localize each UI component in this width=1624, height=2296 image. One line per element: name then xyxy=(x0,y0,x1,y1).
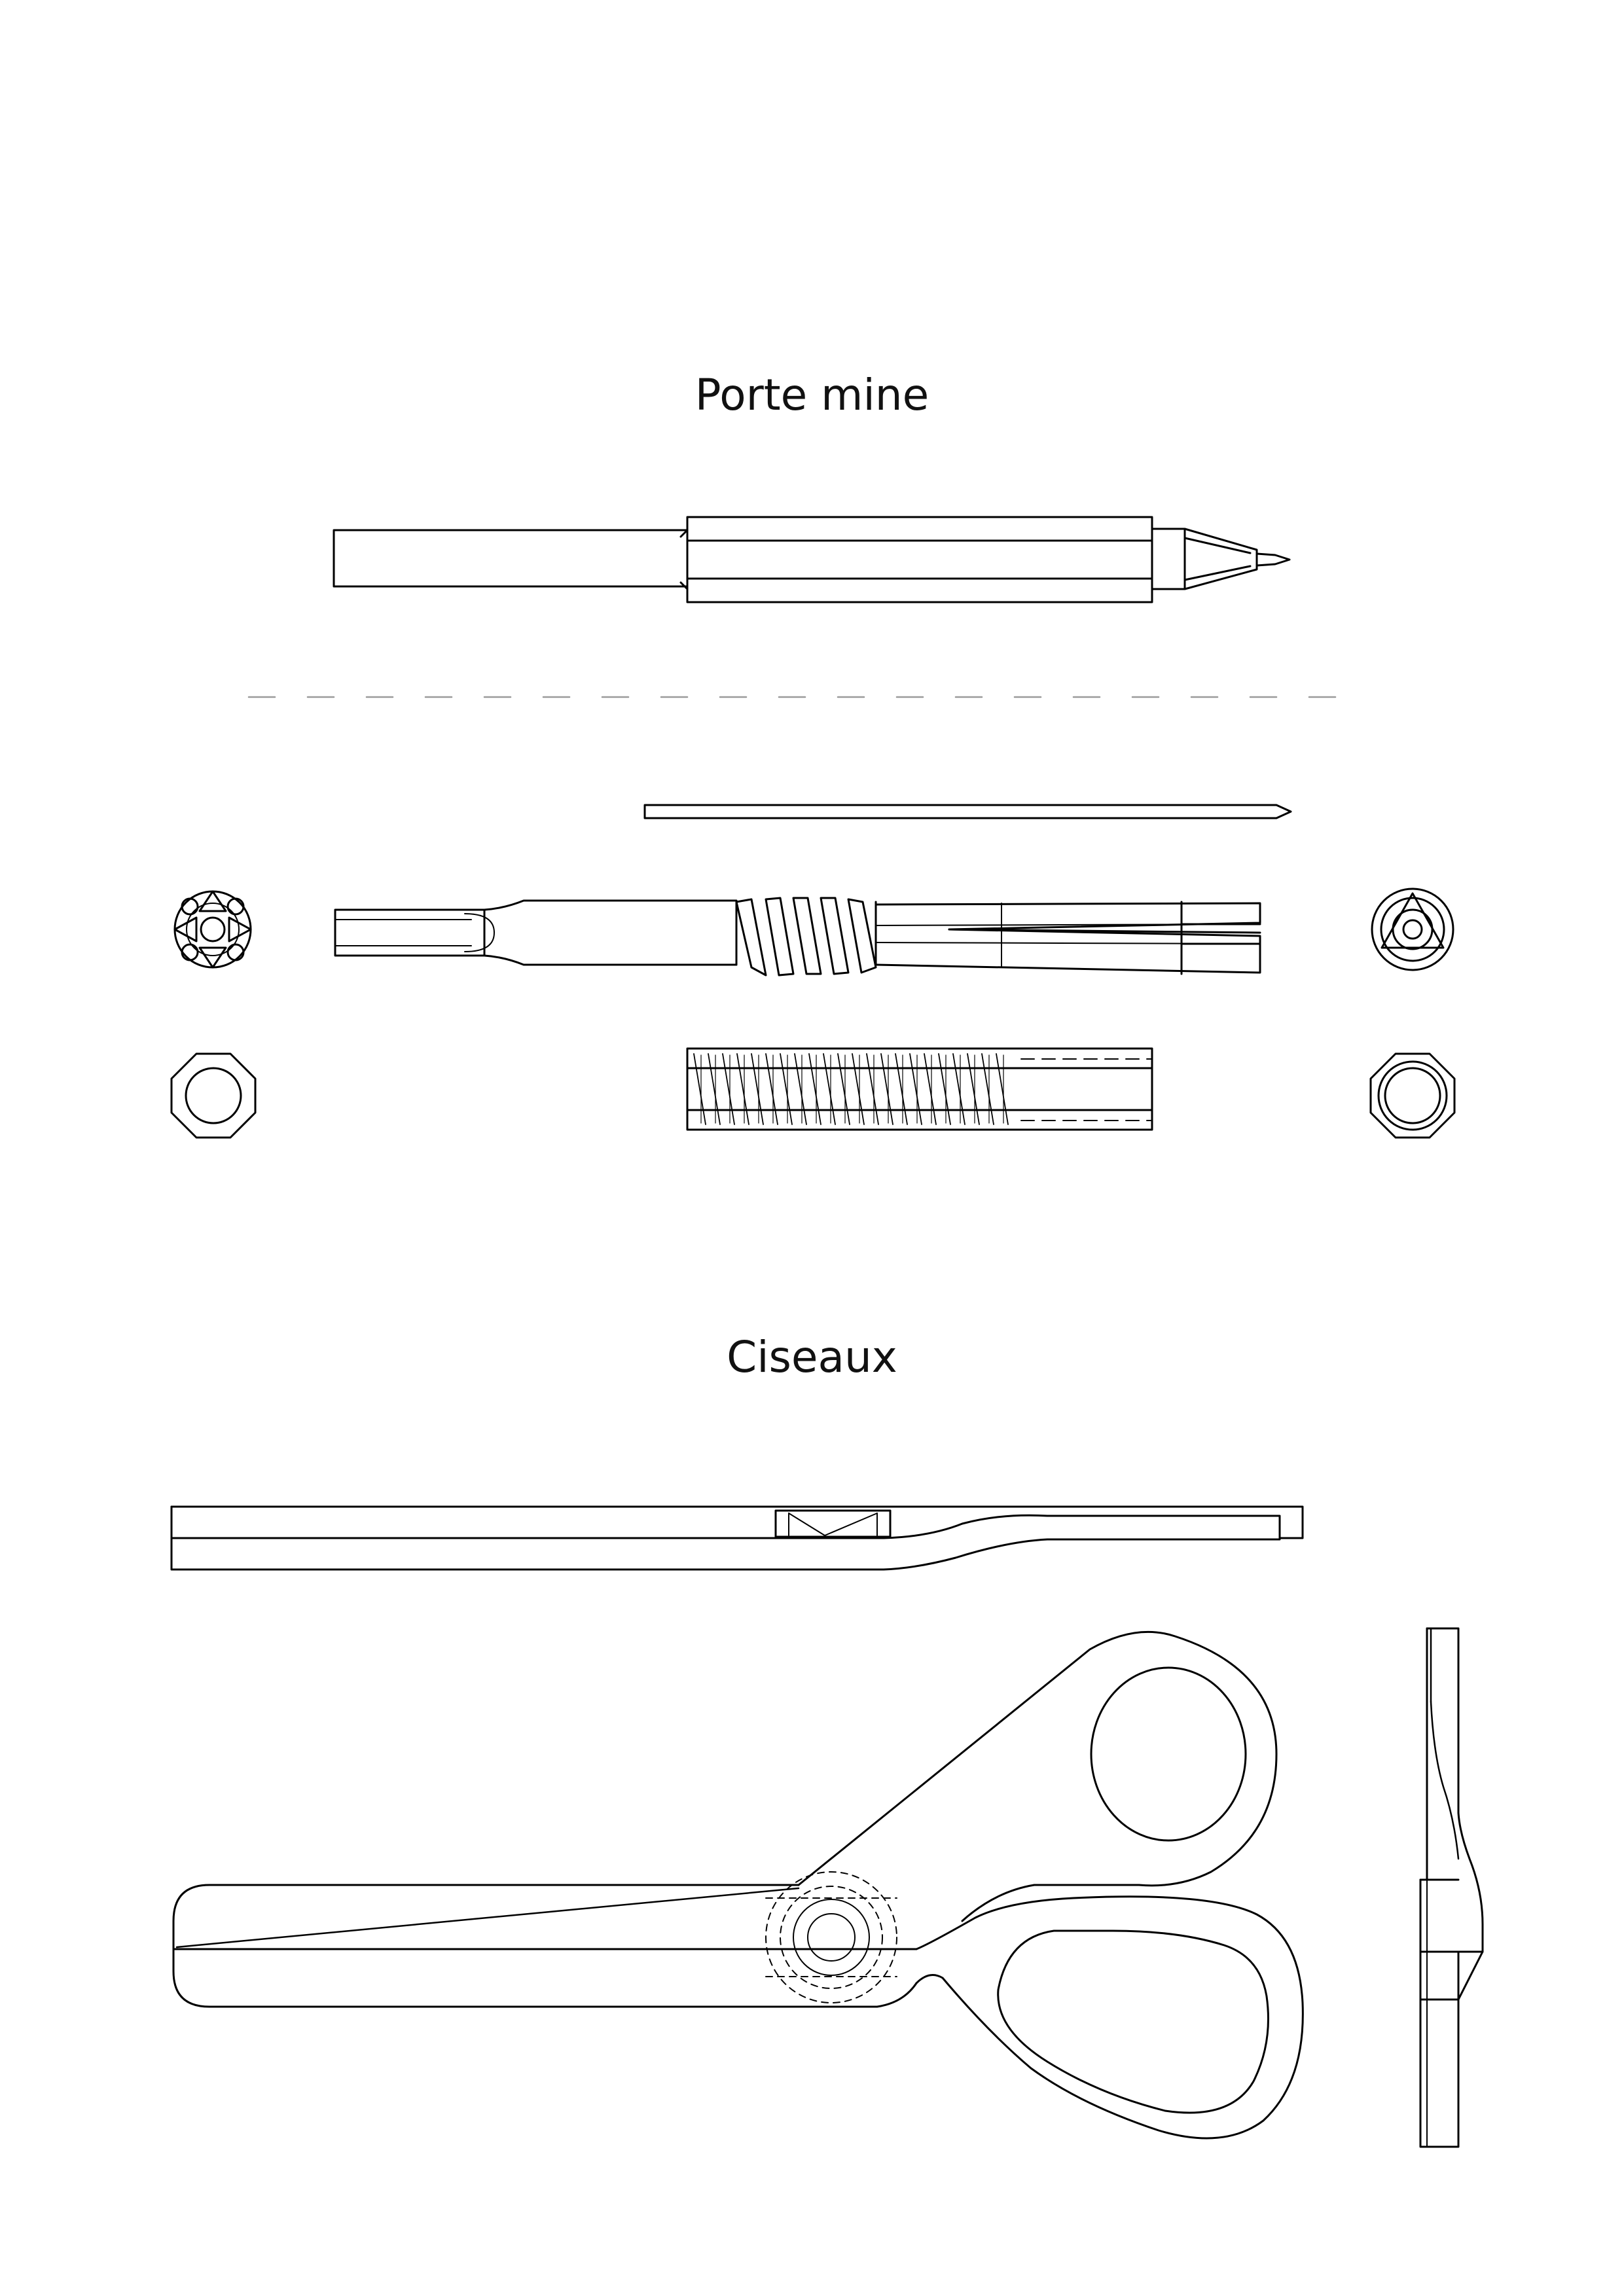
octagon-end-view-left xyxy=(171,1054,255,1138)
pencil-rear-tube xyxy=(334,530,687,586)
pencil-lead xyxy=(645,805,1291,818)
clutch-end-view-right xyxy=(1372,889,1453,970)
ciseaux-title: Ciseaux xyxy=(727,1332,897,1382)
pencil-body xyxy=(687,517,1152,602)
scissors-main-view xyxy=(173,1632,1303,2138)
pivot-screw xyxy=(793,1899,869,1975)
clutch-end-view-left xyxy=(175,891,251,967)
octagon-end-view-right xyxy=(1371,1054,1454,1138)
pencil-tip-cone xyxy=(1152,529,1290,589)
pencil-inner-mechanism xyxy=(335,898,1260,975)
scissors-side-view xyxy=(1420,1628,1483,2147)
pencil-thread xyxy=(736,898,876,975)
pencil-assembled-view xyxy=(334,517,1290,602)
pivot-screw-hidden xyxy=(766,1872,897,2003)
porte-mine-title: Porte mine xyxy=(695,370,929,420)
pencil-spring-body xyxy=(687,1049,1152,1130)
scissors-top-view xyxy=(171,1507,1303,1570)
